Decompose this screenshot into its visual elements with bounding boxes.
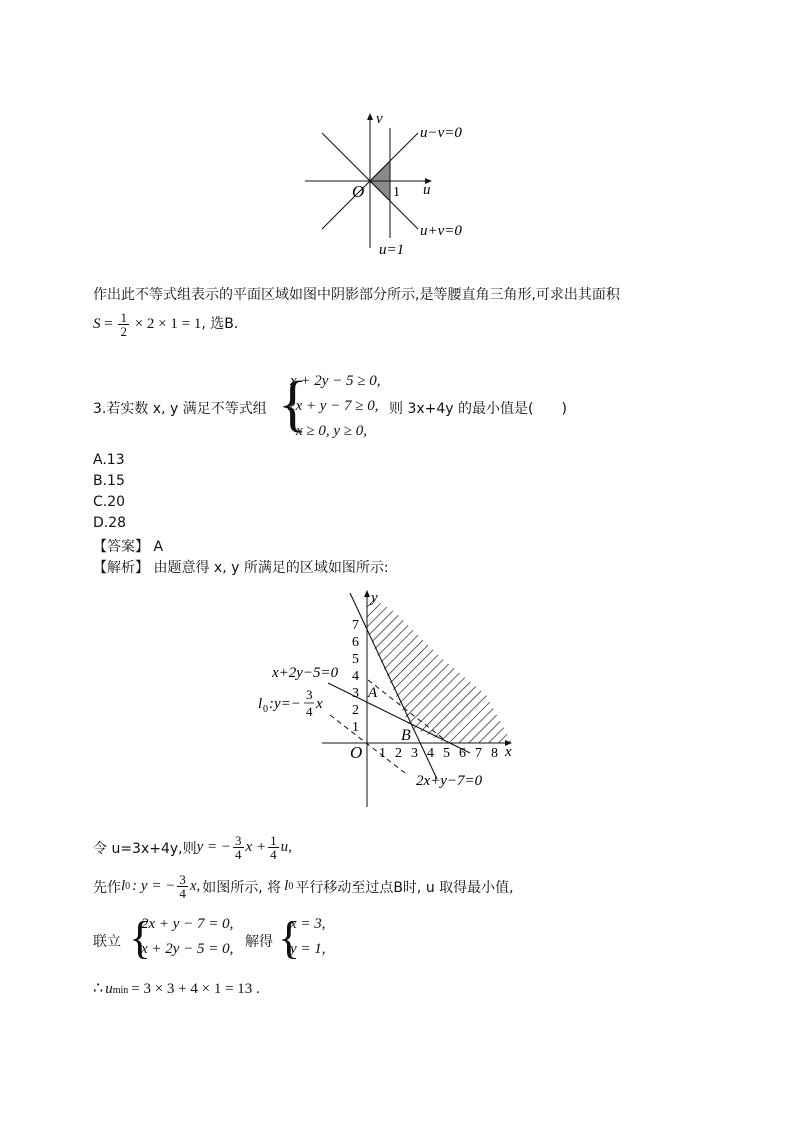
l0-label-num: 3 [306, 687, 313, 702]
step1-num2: 1 [270, 833, 277, 848]
step1-math: y = − [196, 839, 232, 855]
step2-l: l [121, 878, 126, 894]
x-tick-6: 6 [459, 746, 466, 761]
u-minus-v-label: u−v=0 [420, 125, 462, 141]
y-tick-1: 1 [352, 720, 359, 735]
step1-frac1 [233, 834, 244, 861]
step2-x: x, [189, 878, 201, 894]
area-formula [93, 311, 238, 338]
step3-mid: 解得 [245, 934, 273, 950]
step2-den: 4 [179, 886, 186, 901]
u-label: u [423, 182, 431, 198]
step2-sub2: 0 [288, 881, 294, 892]
step-2 [93, 873, 514, 900]
l0-label-sub: 0 [263, 704, 268, 715]
y-tick-6: 6 [352, 635, 359, 650]
system-brace: { [278, 370, 308, 438]
v-axis-arrow [367, 113, 373, 120]
figure-xy-region [250, 585, 530, 815]
frac-num: 1 [120, 310, 127, 325]
y-tick-2: 2 [352, 703, 359, 718]
step2-text-b: 平行移动至过点B时, u 取得最小值, [295, 879, 514, 896]
option-d: D.28 [93, 515, 127, 531]
system-line-3: x ≥ 0, y ≥ 0, [296, 423, 368, 439]
step1-num1: 3 [235, 833, 242, 848]
y-tick-4: 4 [352, 669, 359, 684]
option-c: C.20 [93, 494, 126, 510]
step-4 [93, 978, 260, 998]
step3-res-2: y = 1, [290, 941, 326, 957]
step2-text-a: 如图所示, 将 [202, 879, 282, 896]
analysis-text: 由题意得 x, y 所满足的区域如图所示: [153, 560, 389, 576]
s-symbol: S [93, 315, 101, 332]
line2-label: 2x+y−7=0 [416, 773, 483, 789]
half-fraction [118, 311, 129, 338]
system-line-1: x + 2y − 5 ≥ 0, [290, 373, 381, 389]
y-tick-3: 3 [352, 686, 359, 701]
step3-brace-2: { [278, 912, 301, 963]
step3-line-1: 2x + y − 7 = 0, [141, 916, 234, 932]
option-b: B.15 [93, 473, 125, 489]
step2-num: 3 [179, 872, 186, 887]
point-a-label: A [368, 685, 378, 701]
u-eq-1-label: u=1 [379, 242, 405, 258]
x-tick-1: 1 [379, 746, 386, 761]
y-tick-7: 7 [352, 618, 359, 633]
step4-rest: = 3 × 3 + 4 × 1 = 13 . [131, 981, 260, 997]
s-tail: , 选B. [201, 315, 239, 332]
step1-den1: 4 [235, 847, 242, 862]
l0-label-l: l [258, 696, 263, 712]
y-tick-5: 5 [352, 652, 359, 667]
step4-therefore: ∴ [93, 980, 104, 997]
solution-text: 作出此不等式组表示的平面区域如图中阴影部分所示,是等腰直角三角形,可求出其面积 [93, 287, 620, 303]
y-label: y [371, 590, 378, 606]
origin-label: O [352, 182, 365, 201]
step1-den2: 4 [270, 847, 277, 862]
step3-res-1: x = 3, [290, 916, 326, 932]
analysis-line [93, 557, 389, 577]
x-tick-7: 7 [475, 746, 482, 761]
l0-label-eq: :y=− [269, 696, 301, 712]
option-a: A.13 [93, 452, 125, 468]
y-axis-arrow [364, 590, 370, 597]
origin-label: O [350, 743, 363, 762]
step2-prefix: 先作 [93, 879, 121, 896]
hatched-region [367, 595, 512, 743]
step4-sub: min [112, 985, 129, 996]
s-equals: = [104, 315, 113, 332]
step2-math: : y = − [132, 878, 176, 894]
step2-l2: l [284, 878, 289, 894]
step1-mid: x + [245, 839, 267, 855]
x-tick-4: 4 [427, 746, 434, 761]
answer-value: A [153, 539, 164, 555]
step1-frac2 [268, 834, 279, 861]
question-suffix: 则 3x+4y 的最小值是( ) [389, 401, 567, 417]
l0-label-den: 4 [306, 704, 313, 719]
frac-den: 2 [120, 324, 127, 339]
x-tick-8: 8 [491, 746, 498, 761]
l0-label-x: x [316, 696, 323, 712]
line1-label: x+2y−5=0 [272, 665, 339, 681]
s-rest: × 2 × 1 = 1 [134, 315, 202, 332]
step1-prefix: 令 u=3x+4y,则 [93, 840, 197, 857]
system-line-2: 2x + y − 7 ≥ 0, [288, 398, 379, 414]
step-1 [93, 834, 292, 861]
point-b-label: B [401, 727, 411, 744]
answer-tag: 【答案】 [93, 539, 149, 555]
step2-frac [177, 873, 188, 900]
question-prefix: 3.若实数 x, y 满足不等式组 [93, 401, 267, 417]
u-plus-v-label: u+v=0 [420, 223, 462, 239]
x-tick-5: 5 [443, 746, 450, 761]
step3-brace-1: { [129, 912, 152, 963]
one-label: 1 [393, 185, 400, 200]
x-tick-2: 2 [395, 746, 402, 761]
step4-u: u [105, 981, 113, 997]
step2-sub: 0 [125, 881, 131, 892]
figure-uv-region [300, 108, 480, 258]
answer-line [93, 536, 163, 556]
step1-tail: u, [280, 839, 292, 855]
x-label: x [505, 744, 512, 760]
v-label: v [376, 111, 383, 127]
x-tick-3: 3 [411, 746, 418, 761]
step3-label: 联立 [93, 934, 121, 950]
step3-line-2: x + 2y − 5 = 0, [141, 941, 234, 957]
analysis-tag: 【解析】 [93, 560, 149, 576]
